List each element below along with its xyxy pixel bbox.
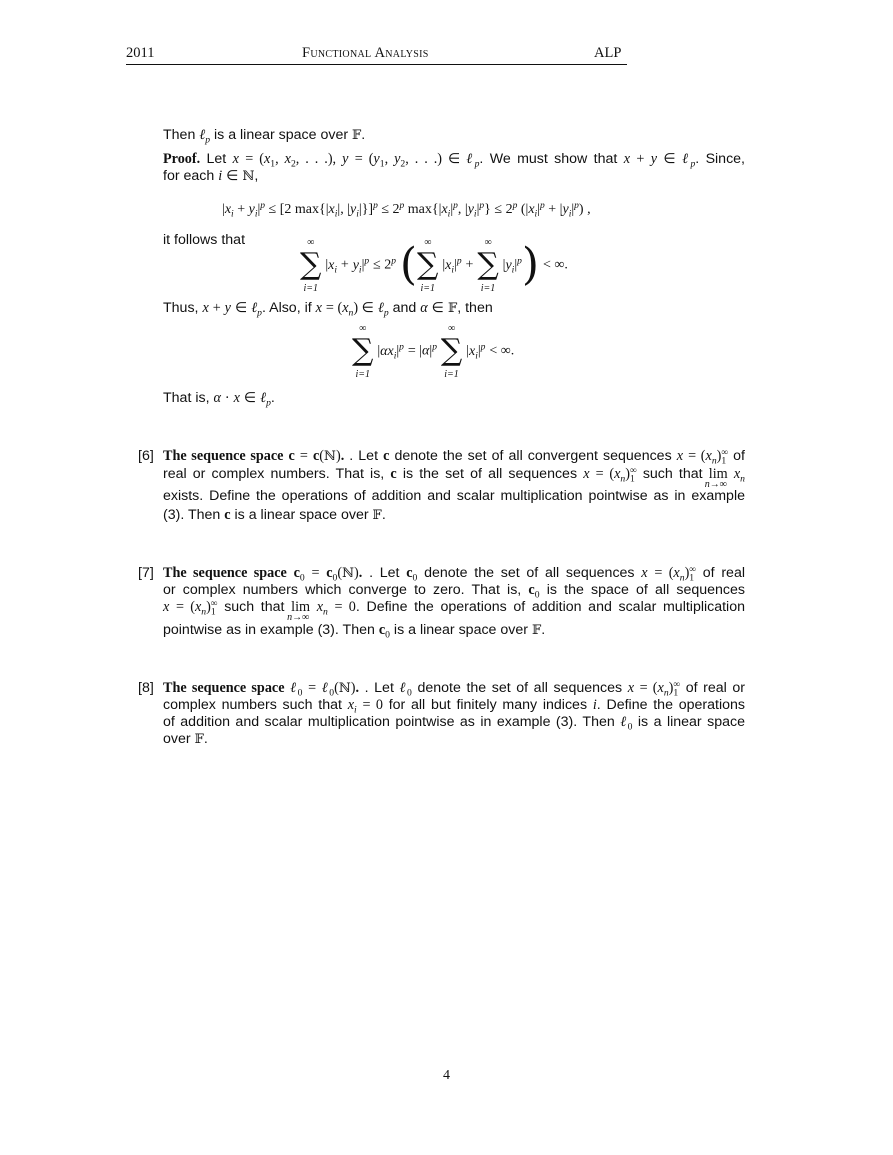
proof-conclusion: That is, α · x ∈ ℓ$_p$. (163, 390, 275, 409)
item-number: [7] (138, 565, 154, 581)
equation-inequality: $|x_i + y_i|^p \le [2$ $\max\{|x_i|$, $|y_i|\}]^p \le 2^p$ $\max\{|x_i|^p$, $|y_i|^p\} \le 2^p$ $(|x_i|^p + |y_i|^p)$ , (222, 200, 591, 220)
proof-line-2: for each i ∈ ℕ, (163, 168, 259, 184)
header-title: Functional Analysis (302, 45, 429, 61)
item-number: [6] (138, 448, 154, 464)
intro-statement: Then ℓ$_p$ is a linear space over 𝔽. (163, 127, 366, 146)
proof-thus-line: Thus, x + y ∈ ℓ$_p$. Also, if $x = (x_n)$ ∈ ℓ$_p$ and α ∈ 𝔽, then (163, 300, 493, 319)
proof-label: Proof. (163, 151, 201, 167)
running-header (126, 44, 627, 65)
header-author: ALP (594, 45, 622, 61)
item-number: [8] (138, 680, 154, 696)
equation-scalar-sum: ∞ ∑ i=1 $|\alpha x_i|^p = |\alpha|^p$ ∞ ∑ i=1 $|x_i|^p$ < ∞. (352, 323, 515, 380)
page-number: 4 (443, 1068, 450, 1083)
proof-it-follows: it follows that (163, 232, 246, 248)
header-year: 2011 (126, 45, 155, 61)
equation-sum-bound: ∞ ∑ i=1 $|x_i + y_i|^p \le 2^p$ ( ∞ ∑ i=1 $|x_i|^p$ + ∞ ∑ i=1 $|y_i|^p$) < ∞. (300, 237, 568, 294)
proof-line-1: Proof. Let $x = (x_1$, $x_2$, . . .), $y = (y_1$, $y_2$, . . .) ∈ ℓ$_p$. We must show that x + y ∈ ℓ$_p$. Since, (163, 151, 746, 170)
